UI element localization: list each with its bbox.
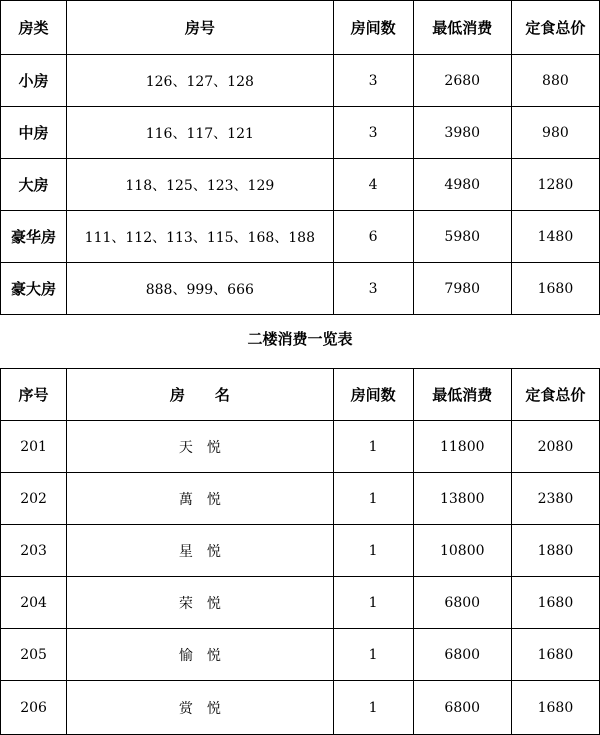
room-count-cell: 1 [333,525,413,577]
room-numbers-cell: 126、127、128 [67,55,333,107]
serial-number-cell: 205 [1,629,67,681]
room-count-cell: 1 [333,473,413,525]
min-spend-cell: 6800 [413,577,511,629]
header-set-meal-price: 定食总价 [511,369,599,421]
set-meal-price-cell: 1680 [511,263,599,315]
min-spend-cell: 3980 [413,107,511,159]
room-count-cell: 1 [333,681,413,735]
table-row [1,473,600,525]
header-room-numbers: 房号 [67,1,333,55]
table-row [1,159,600,211]
min-spend-cell: 6800 [413,681,511,735]
min-spend-cell: 5980 [413,211,511,263]
room-count-cell: 1 [333,421,413,473]
min-spend-cell: 13800 [413,473,511,525]
header-row [1,1,600,55]
min-spend-cell: 10800 [413,525,511,577]
set-meal-price-cell: 980 [511,107,599,159]
set-meal-price-cell: 1280 [511,159,599,211]
min-spend-cell: 6800 [413,629,511,681]
room-name-cell: 赏 悦 [67,681,333,735]
table-row [1,421,600,473]
room-numbers-cell: 111、112、113、115、168、188 [67,211,333,263]
header-set-meal-price: 定食总价 [511,1,599,55]
table-row [1,263,600,315]
set-meal-price-cell: 1480 [511,211,599,263]
header-row [1,369,600,421]
room-count-cell: 1 [333,629,413,681]
room-count-cell: 4 [333,159,413,211]
serial-number-cell: 202 [1,473,67,525]
room-type-cell: 豪大房 [1,263,67,315]
header-room-name: 房 名 [67,369,333,421]
room-name-cell: 萬 悦 [67,473,333,525]
min-spend-cell: 2680 [413,55,511,107]
room-type-cell: 小房 [1,55,67,107]
set-meal-price-cell: 1680 [511,629,599,681]
room-numbers-cell: 116、117、121 [67,107,333,159]
table-row [1,525,600,577]
min-spend-cell: 11800 [413,421,511,473]
set-meal-price-cell: 1680 [511,577,599,629]
room-numbers-cell: 888、999、666 [67,263,333,315]
room-type-cell: 中房 [1,107,67,159]
header-min-spend: 最低消费 [413,1,511,55]
header-room-count: 房间数 [333,1,413,55]
room-count-cell: 1 [333,577,413,629]
room-count-cell: 6 [333,211,413,263]
second-floor-table [0,368,600,735]
table-row [1,629,600,681]
table-row [1,577,600,629]
header-room-type: 房类 [1,1,67,55]
set-meal-price-cell: 1680 [511,681,599,735]
room-name-cell: 星 悦 [67,525,333,577]
room-name-cell: 荣 悦 [67,577,333,629]
serial-number-cell: 206 [1,681,67,735]
room-name-cell: 天 悦 [67,421,333,473]
table-row [1,55,600,107]
room-type-cell: 豪华房 [1,211,67,263]
room-numbers-cell: 118、125、123、129 [67,159,333,211]
header-min-spend: 最低消费 [413,369,511,421]
room-type-cell: 大房 [1,159,67,211]
table-row [1,211,600,263]
set-meal-price-cell: 2080 [511,421,599,473]
set-meal-price-cell: 2380 [511,473,599,525]
set-meal-price-cell: 880 [511,55,599,107]
serial-number-cell: 201 [1,421,67,473]
table-row [1,107,600,159]
min-spend-cell: 7980 [413,263,511,315]
table-row [1,681,600,735]
room-name-cell: 愉 悦 [67,629,333,681]
set-meal-price-cell: 1880 [511,525,599,577]
header-serial-number: 序号 [1,369,67,421]
room-count-cell: 3 [333,55,413,107]
second-floor-table-caption: 二楼消费一览表 [247,330,353,348]
room-count-cell: 3 [333,263,413,315]
serial-number-cell: 203 [1,525,67,577]
room-count-cell: 3 [333,107,413,159]
header-room-count: 房间数 [333,369,413,421]
room-type-table [0,0,600,315]
serial-number-cell: 204 [1,577,67,629]
min-spend-cell: 4980 [413,159,511,211]
